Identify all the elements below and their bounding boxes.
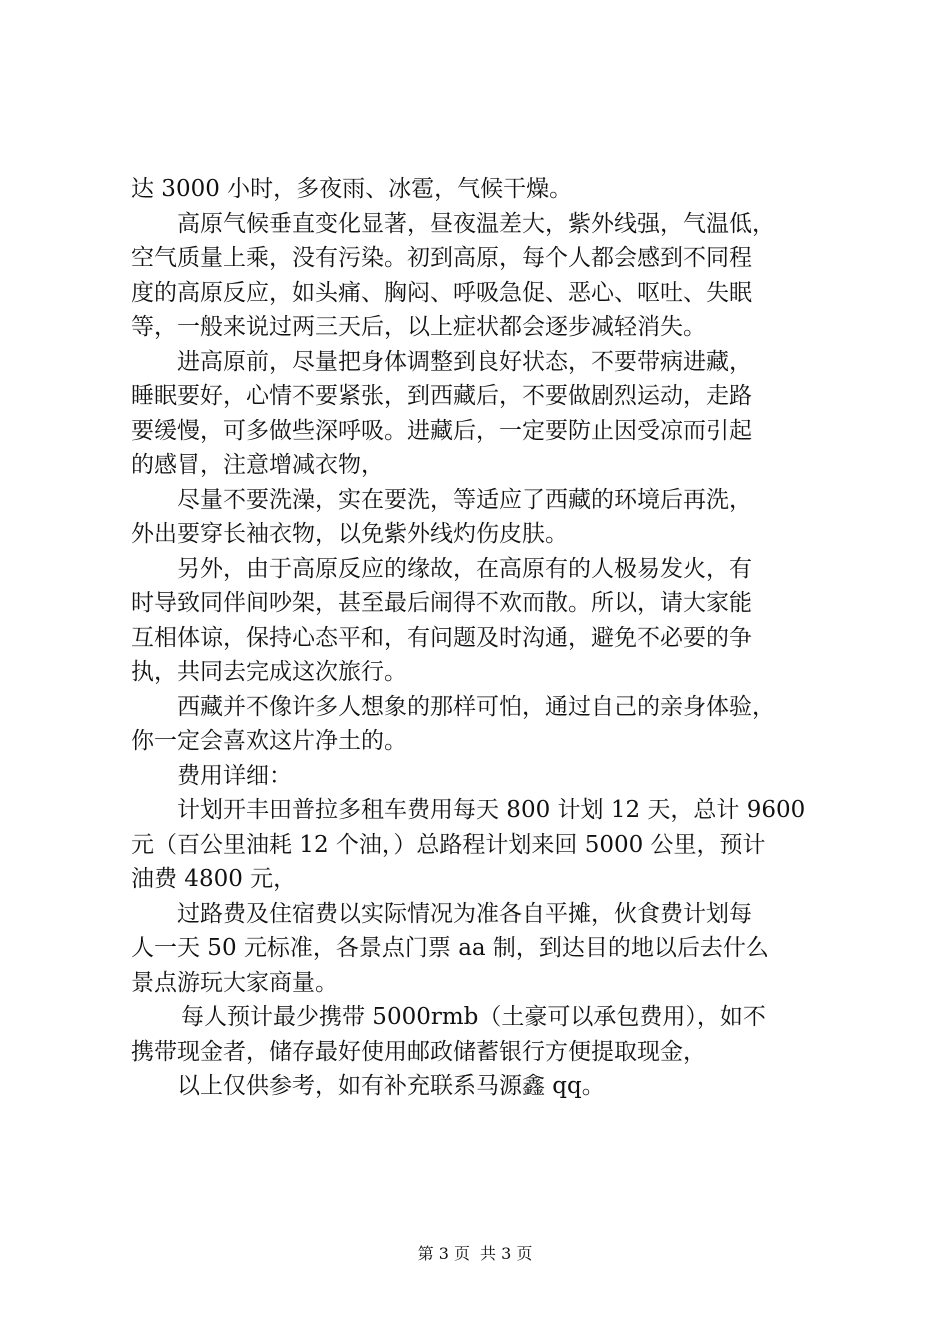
text-line: 西藏并不像许多人想象的那样可怕，通过自己的亲身体验， — [177, 693, 775, 720]
text-line: 达 3000 小时，多夜雨、冰雹，气候干燥。 — [131, 176, 573, 202]
text-line: 元（百公里油耗 12 个油，）总路程计划来回 5000 公里，预计 — [131, 831, 766, 858]
text-line: 的感冒，注意增减衣物， — [131, 452, 384, 478]
text-line: 尽量不要洗澡，实在要洗，等适应了西藏的环境后再洗， — [177, 486, 752, 513]
text-line: 互相体谅，保持心态平和，有问题及时沟通，避免不必要的争 — [131, 624, 752, 651]
text-line: 景点游玩大家商量。 — [131, 969, 338, 996]
text-line: 油费 4800 元， — [131, 866, 297, 892]
text-line: 等，一般来说过两三天后，以上症状都会逐步减轻消失。 — [131, 314, 706, 340]
section-heading: 费用详细： — [177, 762, 292, 789]
text-line: 人一天 50 元标准，各景点门票 aa 制，到达目的地以后去什么 — [131, 935, 769, 961]
text-line: 过路费及住宿费以实际情况为准各自平摊，伙食费计划每 — [177, 900, 752, 927]
text-line: 空气质量上乘，没有污染。初到高原，每个人都会感到不同程 — [131, 245, 752, 271]
text-line: 进高原前，尽量把身体调整到良好状态，不要带病进藏， — [177, 348, 752, 375]
text-line: 计划开丰田普拉多租车费用每天 800 计划 12 天，总计 9600 — [177, 797, 806, 823]
text-line: 你一定会喜欢这片净土的。 — [131, 728, 407, 754]
text-line: 执，共同去完成这次旅行。 — [131, 659, 407, 685]
text-line: 每人预计最少携带 5000rmb（土豪可以承包费用），如不 — [181, 1004, 766, 1030]
text-line: 度的高原反应，如头痛、胸闷、呼吸急促、恶心、呕吐、失眠 — [131, 279, 752, 306]
text-line: 要缓慢，可多做些深呼吸。进藏后，一定要防止因受凉而引起 — [131, 417, 752, 444]
text-line: 携带现金者，储存最好使用邮政储蓄银行方便提取现金， — [131, 1038, 706, 1065]
text-line: 以上仅供参考，如有补充联系马源鑫 qq。 — [177, 1073, 605, 1099]
body-text — [131, 172, 831, 1104]
page-total: 共 3 页 — [480, 1244, 533, 1263]
page-footer — [0, 1244, 950, 1264]
text-line: 另外，由于高原反应的缘故，在高原有的人极易发火，有 — [177, 555, 752, 582]
text-line: 睡眠要好，心情不要紧张，到西藏后，不要做剧烈运动，走路 — [131, 383, 752, 409]
page-number: 第 3 页 — [417, 1244, 470, 1263]
text-line: 时导致同伴间吵架，甚至最后闹得不欢而散。所以，请大家能 — [131, 590, 752, 616]
text-line: 外出要穿长袖衣物，以免紫外线灼伤皮肤。 — [131, 521, 568, 547]
text-line: 高原气候垂直变化显著，昼夜温差大，紫外线强，气温低， — [177, 210, 775, 237]
